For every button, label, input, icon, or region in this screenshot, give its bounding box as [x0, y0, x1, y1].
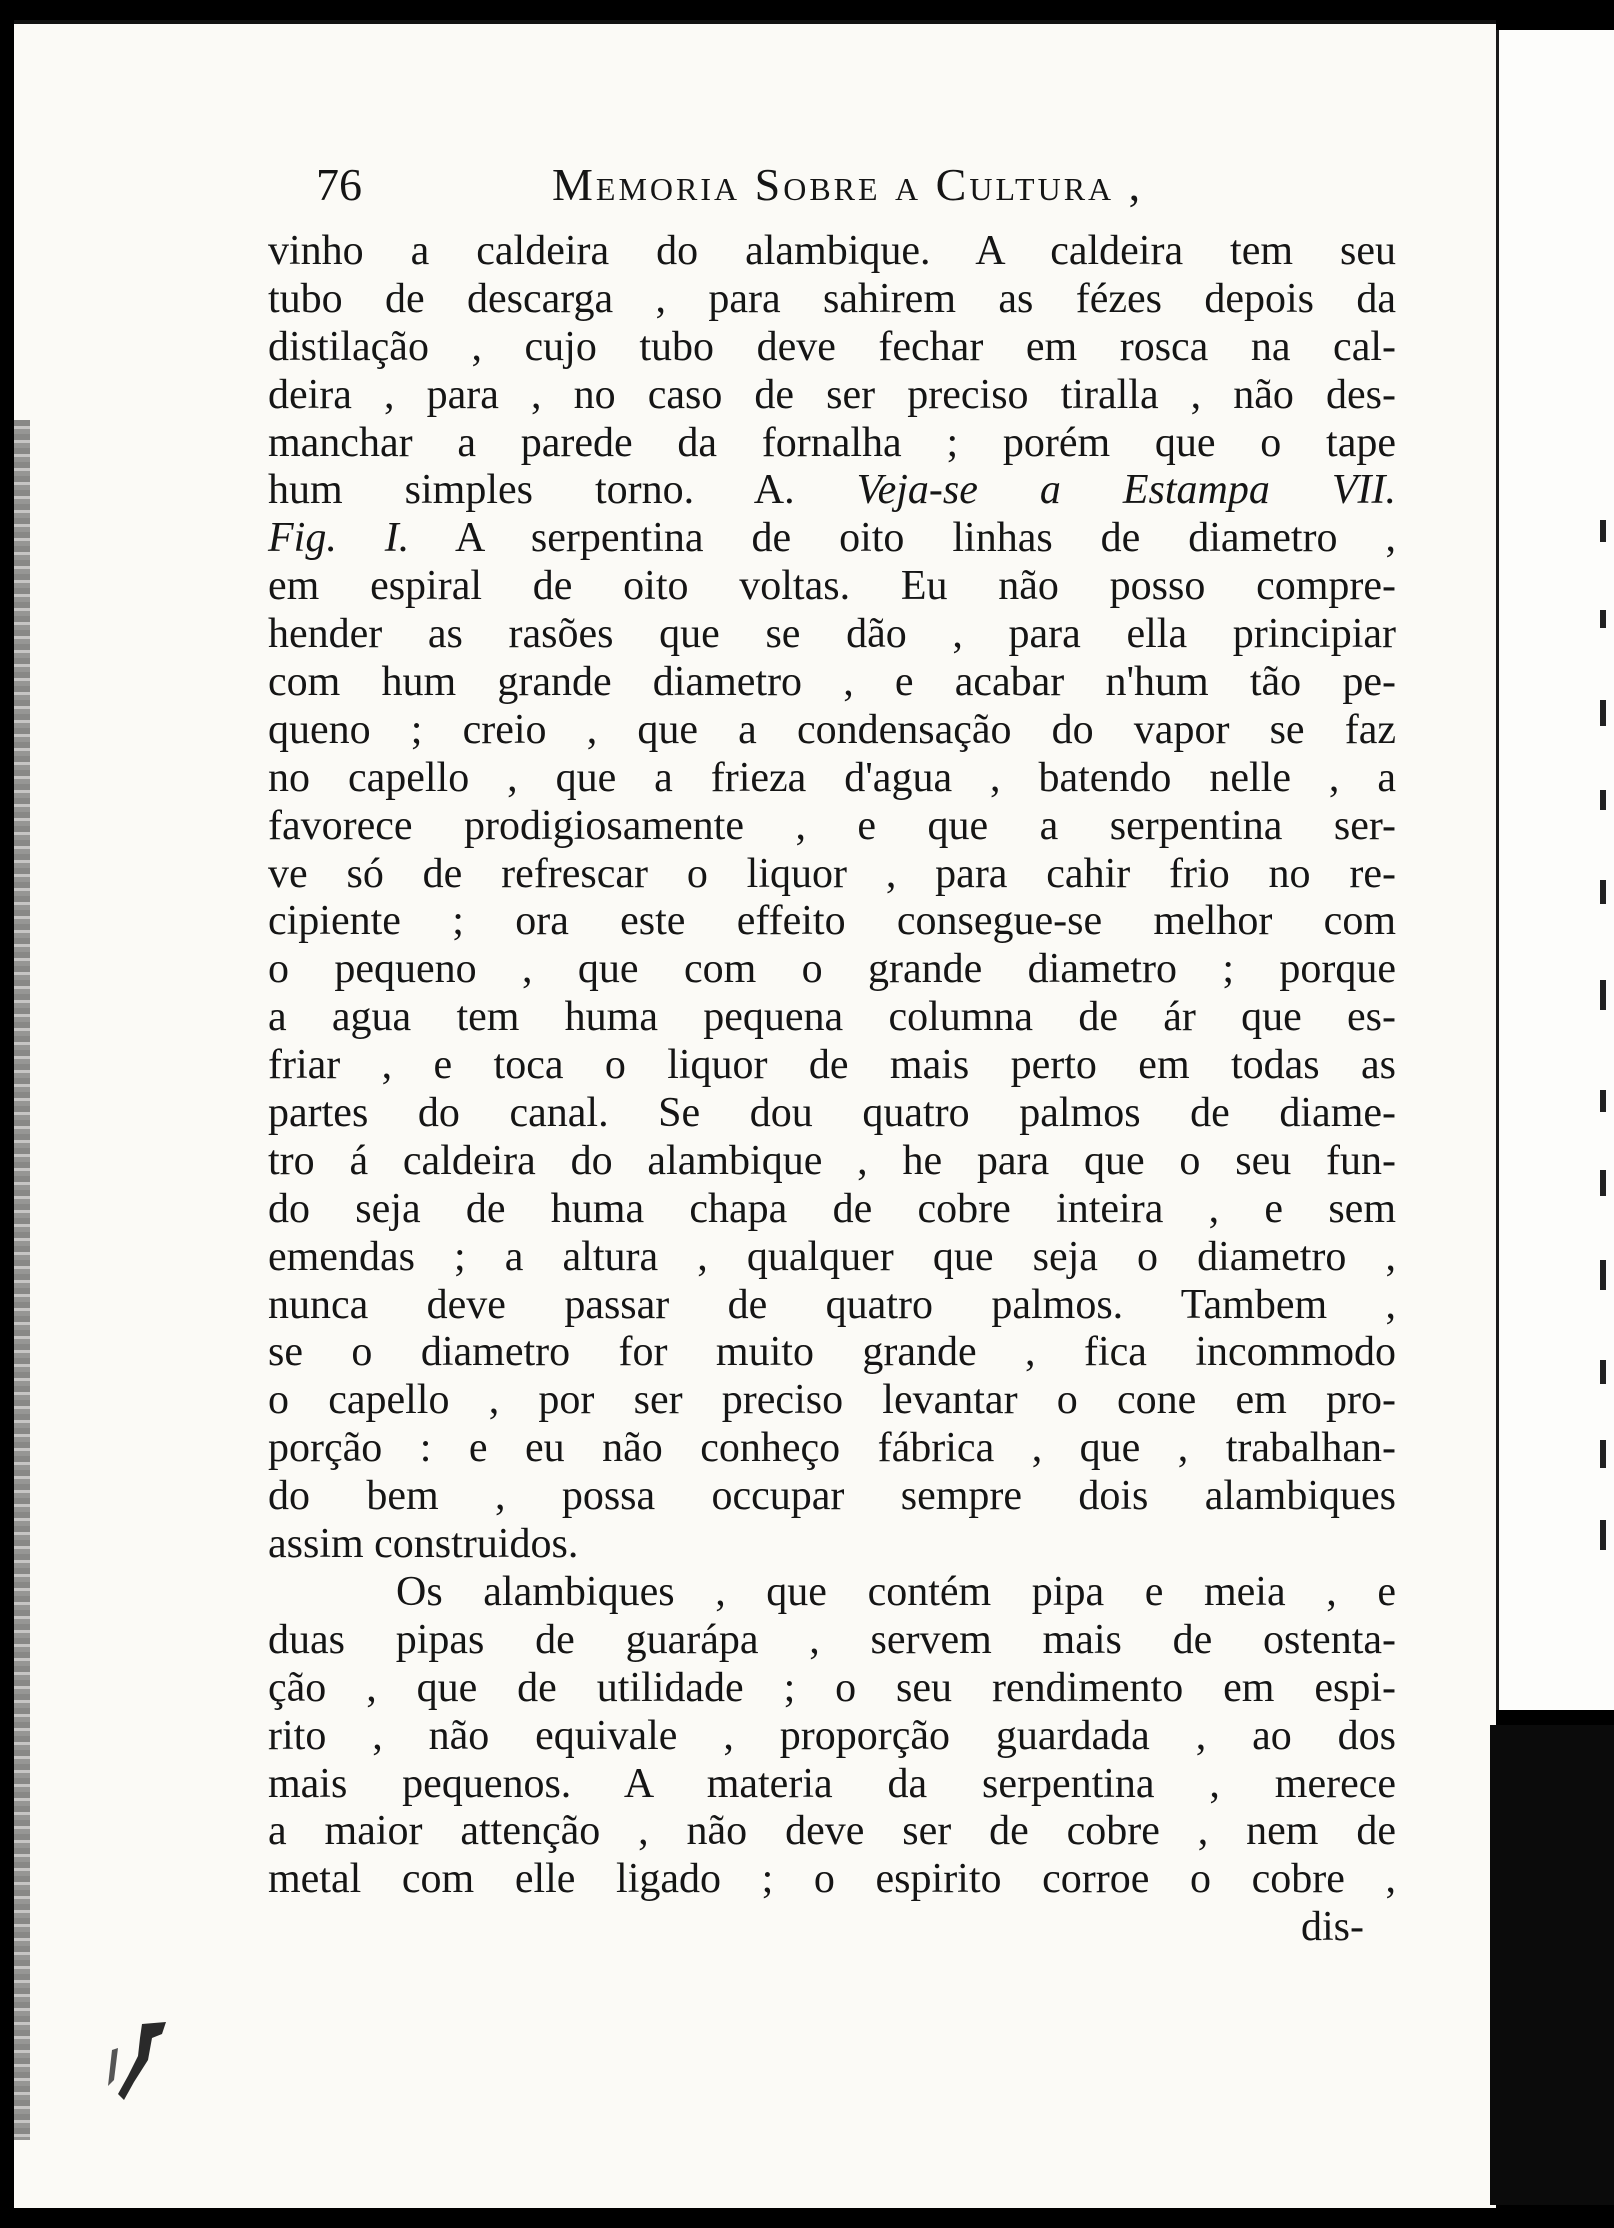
text-line: tubo de descarga , para sahirem as fézes depois da [268, 275, 1396, 322]
text-line: metal com elle ligado ; o espirito corroe o cobre , [268, 1856, 1396, 1903]
plate-reference: Veja-se a Estampa VII. [856, 467, 1396, 514]
text-fragment: hum simples torno. A. [268, 467, 795, 514]
text-line: o pequeno , que com o grande diametro ; porque [268, 946, 1396, 993]
text-line: a agua tem huma pequena columna de ár que es- [268, 994, 1396, 1041]
text-line: o capello , por ser preciso levantar o cone em pro- [268, 1377, 1396, 1424]
text-line: do bem , possa occupar sempre dois alambiques [268, 1473, 1396, 1520]
ink-smudge [104, 2020, 174, 2104]
text-line: partes do canal. Se dou quatro palmos de diame- [268, 1090, 1396, 1137]
text-line: rito , não equivale , proporção guardada , ao dos [268, 1712, 1396, 1759]
text-line: em espiral de oito voltas. Eu não posso compre- [268, 563, 1396, 610]
next-page-edge [1496, 30, 1614, 1710]
text-line: favorece prodigiosamente , e que a serpentina ser- [268, 802, 1396, 849]
text-line: ve só de refrescar o liquor , para cahir frio no re- [268, 850, 1396, 897]
page-gutter [14, 420, 30, 2140]
scan-shadow [1490, 1725, 1614, 2205]
text-fragment: A serpentina de oito linhas de diametro , [454, 515, 1396, 562]
text-line: emendas ; a altura , qualquer que seja o diametro , [268, 1233, 1396, 1280]
text-line: a maior attenção , não deve ser de cobre , nem de [268, 1808, 1396, 1855]
text-line: vinho a caldeira do alambique. A caldeira tem seu [268, 228, 1396, 274]
text-line: tro á caldeira do alambique , he para que o seu fun- [268, 1137, 1396, 1184]
text-line: mais pequenos. A materia da serpentina , merece [268, 1760, 1396, 1807]
text-line: com hum grande diametro , e acabar n'hum tão pe- [268, 659, 1396, 706]
text-line: friar , e toca o liquor de mais perto em todas as [268, 1042, 1396, 1089]
text-line: manchar a parede da fornalha ; porém que o tape [268, 419, 1396, 466]
text-line: hender as rasões que se dão , para ella principiar [268, 611, 1396, 658]
text-line: distilação , cujo tubo deve fechar em rosca na cal- [268, 323, 1396, 370]
figure-reference: Fig. I. [268, 515, 410, 562]
catchword: dis- [1301, 1904, 1364, 1951]
text-line: duas pipas de guarápa , servem mais de ostenta- [268, 1616, 1396, 1663]
text-line [268, 515, 1396, 563]
page-number: 76 [316, 159, 362, 210]
text-line: do seja de huma chapa de cobre inteira , e sem [268, 1185, 1396, 1232]
text-line: queno ; creio , que a condensação do vapor se faz [268, 706, 1396, 753]
text-line: se o diametro for muito grande , fica incommodo [268, 1329, 1396, 1376]
text-line: cipiente ; ora este effeito consegue-se melhor com [268, 898, 1396, 945]
text-line: nunca deve passar de quatro palmos. Tambem , [268, 1281, 1396, 1328]
text-line: porção : e eu não conheço fábrica , que , trabalhan- [268, 1425, 1396, 1472]
text-line [268, 467, 1396, 515]
text-line: ção , que de utilidade ; o seu rendimento em espi- [268, 1664, 1396, 1711]
text-line: deira , para , no caso de ser preciso tiralla , não des- [268, 371, 1396, 418]
paragraph-first-line: Os alambiques , que contém pipa e meia , e [396, 1568, 1396, 1615]
body-text [268, 228, 1396, 1952]
running-title: Memoria Sobre a Cultura , [552, 159, 1144, 210]
text-line: assim construidos. [268, 1521, 579, 1568]
text-line: no capello , que a frieza d'agua , batendo nelle , a [268, 754, 1396, 801]
